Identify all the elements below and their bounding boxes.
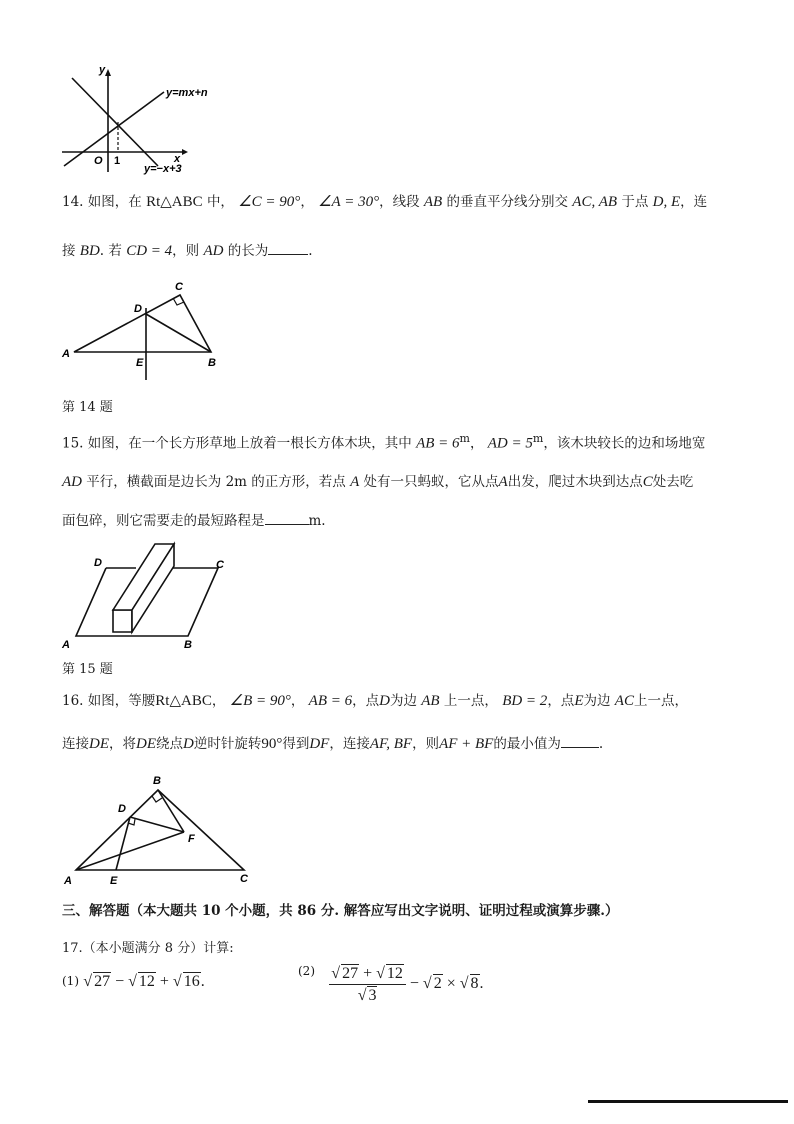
radicand: 12 (386, 965, 403, 982)
label-b: B (153, 775, 161, 787)
math-de: D, E (652, 194, 681, 210)
math-ad: AD (203, 243, 224, 259)
op: − (115, 973, 125, 990)
math-ab: AB (421, 693, 440, 709)
section-heading: 三、解答题（本大题共 10 个小题，共 86 分. 解答应写出文字说明、证明过程或演算步骤.） (62, 903, 619, 919)
unit-m: m (459, 432, 470, 445)
label-f: F (188, 833, 195, 845)
y-axis-arrow-icon (105, 69, 111, 76)
text: . (308, 243, 313, 259)
math-angle-a: ∠A = 30° (318, 194, 380, 210)
q16-number: 16. (62, 693, 84, 709)
segment-af (76, 832, 184, 870)
unit-m: m (532, 432, 544, 445)
op: × (446, 975, 456, 993)
q15-line2 (62, 473, 693, 491)
q17-part1 (62, 972, 205, 991)
y-axis-label: y (99, 64, 106, 76)
figure-q16-triangle (58, 770, 268, 888)
block-front (113, 610, 132, 632)
line1-label: y=mx+n (166, 87, 208, 99)
q15-line3 (62, 510, 326, 530)
text: 如图，等腰 (87, 693, 156, 709)
text: . (598, 736, 604, 752)
text: 出发，爬过木块到达点 (507, 474, 643, 490)
radicand: 2 (433, 975, 442, 993)
text: 的长为 (227, 243, 269, 259)
denominator: √ 3 (357, 987, 377, 1004)
numerator: √ 27 + √ 12 (329, 964, 406, 985)
text: 的垂直平分线分别交 (446, 194, 568, 210)
label-b: B (184, 639, 192, 651)
text: ，则 (412, 736, 440, 752)
triangle-abc (76, 790, 244, 870)
tick-1-label: 1 (114, 155, 121, 167)
text: 逆时针旋转 (193, 736, 262, 752)
answer-blank[interactable] (561, 733, 599, 748)
text: ， (469, 435, 484, 452)
math-af-plus-bf: AF + BF (439, 736, 494, 752)
radicand: 3 (368, 987, 377, 1004)
q14-line1 (62, 193, 707, 211)
text: 于点 (621, 194, 649, 210)
math-ac: AC (614, 693, 634, 709)
label-a: A (62, 348, 70, 360)
part-label: (2) (298, 964, 315, 978)
text: ，则 (172, 243, 200, 259)
text: 如图，在 (87, 194, 142, 210)
text: m. (308, 513, 326, 529)
label-b: B (208, 357, 216, 369)
label-e: E (110, 875, 118, 887)
text: 接 (62, 243, 76, 259)
q16-line1 (62, 692, 688, 710)
q15-caption: 第 15 题 (62, 662, 113, 677)
radicand: 8 (470, 975, 479, 993)
expr-1: √ 27 − √ 12 + √ 16. (83, 973, 205, 990)
label-c: C (240, 873, 248, 885)
text: ，点 (352, 693, 380, 709)
math-rt-abc: Rt△ABC (146, 194, 203, 210)
math-a: A (498, 474, 508, 490)
q17-intro: 17.（本小题满分 8 分）计算: (62, 941, 234, 956)
math-c: C (642, 474, 653, 490)
math-bd: BD (79, 243, 100, 259)
radicand: 27 (94, 973, 111, 990)
scan-edge-line (588, 1100, 788, 1103)
q16-line2 (62, 733, 603, 753)
answer-blank[interactable] (268, 240, 308, 255)
math-de: DE (89, 736, 109, 752)
op: + (159, 973, 169, 990)
x-axis-label: x (174, 153, 181, 165)
text: 连接 (62, 736, 89, 752)
fraction (329, 964, 406, 1005)
text: 面包碎，则它需要走的最短路程是 (62, 513, 265, 529)
math-af-bf: AF, BF (369, 736, 413, 752)
q14-number: 14. (62, 194, 84, 210)
part-label: (1) (62, 974, 79, 988)
label-d: D (94, 557, 102, 569)
line2-label: y=−x+3 (144, 163, 182, 175)
op: . (479, 975, 484, 993)
figure-q14-triangle (58, 278, 228, 384)
text: 处去吃 (652, 474, 694, 490)
text: 如图，在一个长方形草地上放着一根长方体木块，其中 (87, 435, 412, 452)
label-d: D (134, 303, 142, 315)
label-e: E (136, 357, 144, 369)
right-angle-mark-b (152, 796, 162, 802)
label-d: D (118, 803, 126, 815)
op: . (200, 973, 205, 990)
text: ， (300, 194, 314, 210)
math-ab-6: AB = 6 (416, 435, 460, 452)
text: . 若 (99, 243, 122, 259)
math-angle-b: ∠B = 90° (229, 693, 291, 709)
text: 平行，横截面是边长为 2m 的正方形，若点 (86, 474, 346, 490)
math-ad-5: AD = 5 (487, 435, 533, 452)
math-ab-6: AB = 6 (308, 693, 353, 709)
radicand: 16 (183, 973, 200, 990)
math-angle-c: ∠C = 90° (238, 194, 301, 210)
text: 绕点 (156, 736, 183, 752)
label-c: C (216, 559, 224, 571)
math-de: DE (136, 736, 156, 752)
q14-line2 (62, 240, 313, 260)
math-rt-abc: Rt△ABC (155, 693, 212, 709)
math-a: A (350, 474, 360, 490)
x-axis-arrow-icon (182, 149, 188, 155)
text: ，该木块较长的边和场地宽 (543, 435, 706, 452)
q15-number: 15. (62, 435, 84, 452)
line-neg-x-3 (72, 78, 158, 166)
math-d: D (379, 693, 390, 709)
math-ac-ab: AC, AB (572, 194, 618, 210)
math-ad: AD (62, 474, 82, 490)
text: ，线段 (379, 194, 420, 210)
math-d: D (183, 736, 194, 752)
text: 上一点， (443, 693, 498, 709)
text: 处有一只蚂蚁，它从点 (363, 474, 499, 490)
label-c: C (175, 281, 183, 293)
text: ，将 (109, 736, 136, 752)
triangle-abc (74, 295, 211, 352)
math-e: E (574, 693, 584, 709)
answer-blank[interactable] (265, 510, 309, 525)
text: ，点 (547, 693, 575, 709)
math-cd-4: CD = 4 (126, 243, 173, 259)
text: 为边 (389, 693, 417, 709)
q17-part2 (298, 964, 484, 1014)
expr-2: $\frac{√ 27 + √ 12}{√ 3}$ − √ 2 × √ 8. (331, 965, 484, 1004)
text: 上一点， (633, 693, 688, 709)
math-bd-2: BD = 2 (502, 693, 548, 709)
figure-q15-block (58, 536, 238, 652)
text: ，连接 (329, 736, 370, 752)
math-ab: AB (423, 194, 443, 210)
text: 的最小值为 (493, 736, 561, 752)
math-df: DF (309, 736, 330, 752)
math-90-deg: 90° (261, 736, 283, 752)
op: − (409, 975, 419, 993)
label-a: A (62, 639, 70, 651)
radicand: 12 (138, 973, 155, 990)
text: 中， (206, 194, 234, 210)
op: + (363, 965, 373, 982)
text: ， (211, 693, 226, 709)
origin-label: O (94, 155, 103, 167)
text: ， (290, 693, 305, 709)
label-a: A (64, 875, 72, 887)
text: ，连 (680, 194, 708, 210)
figure-linear-functions (58, 62, 238, 177)
text: 得到 (282, 736, 310, 752)
q15-line1 (62, 430, 705, 453)
text: 为边 (583, 693, 611, 709)
q14-caption: 第 14 题 (62, 400, 113, 415)
radicand: 27 (342, 965, 359, 982)
